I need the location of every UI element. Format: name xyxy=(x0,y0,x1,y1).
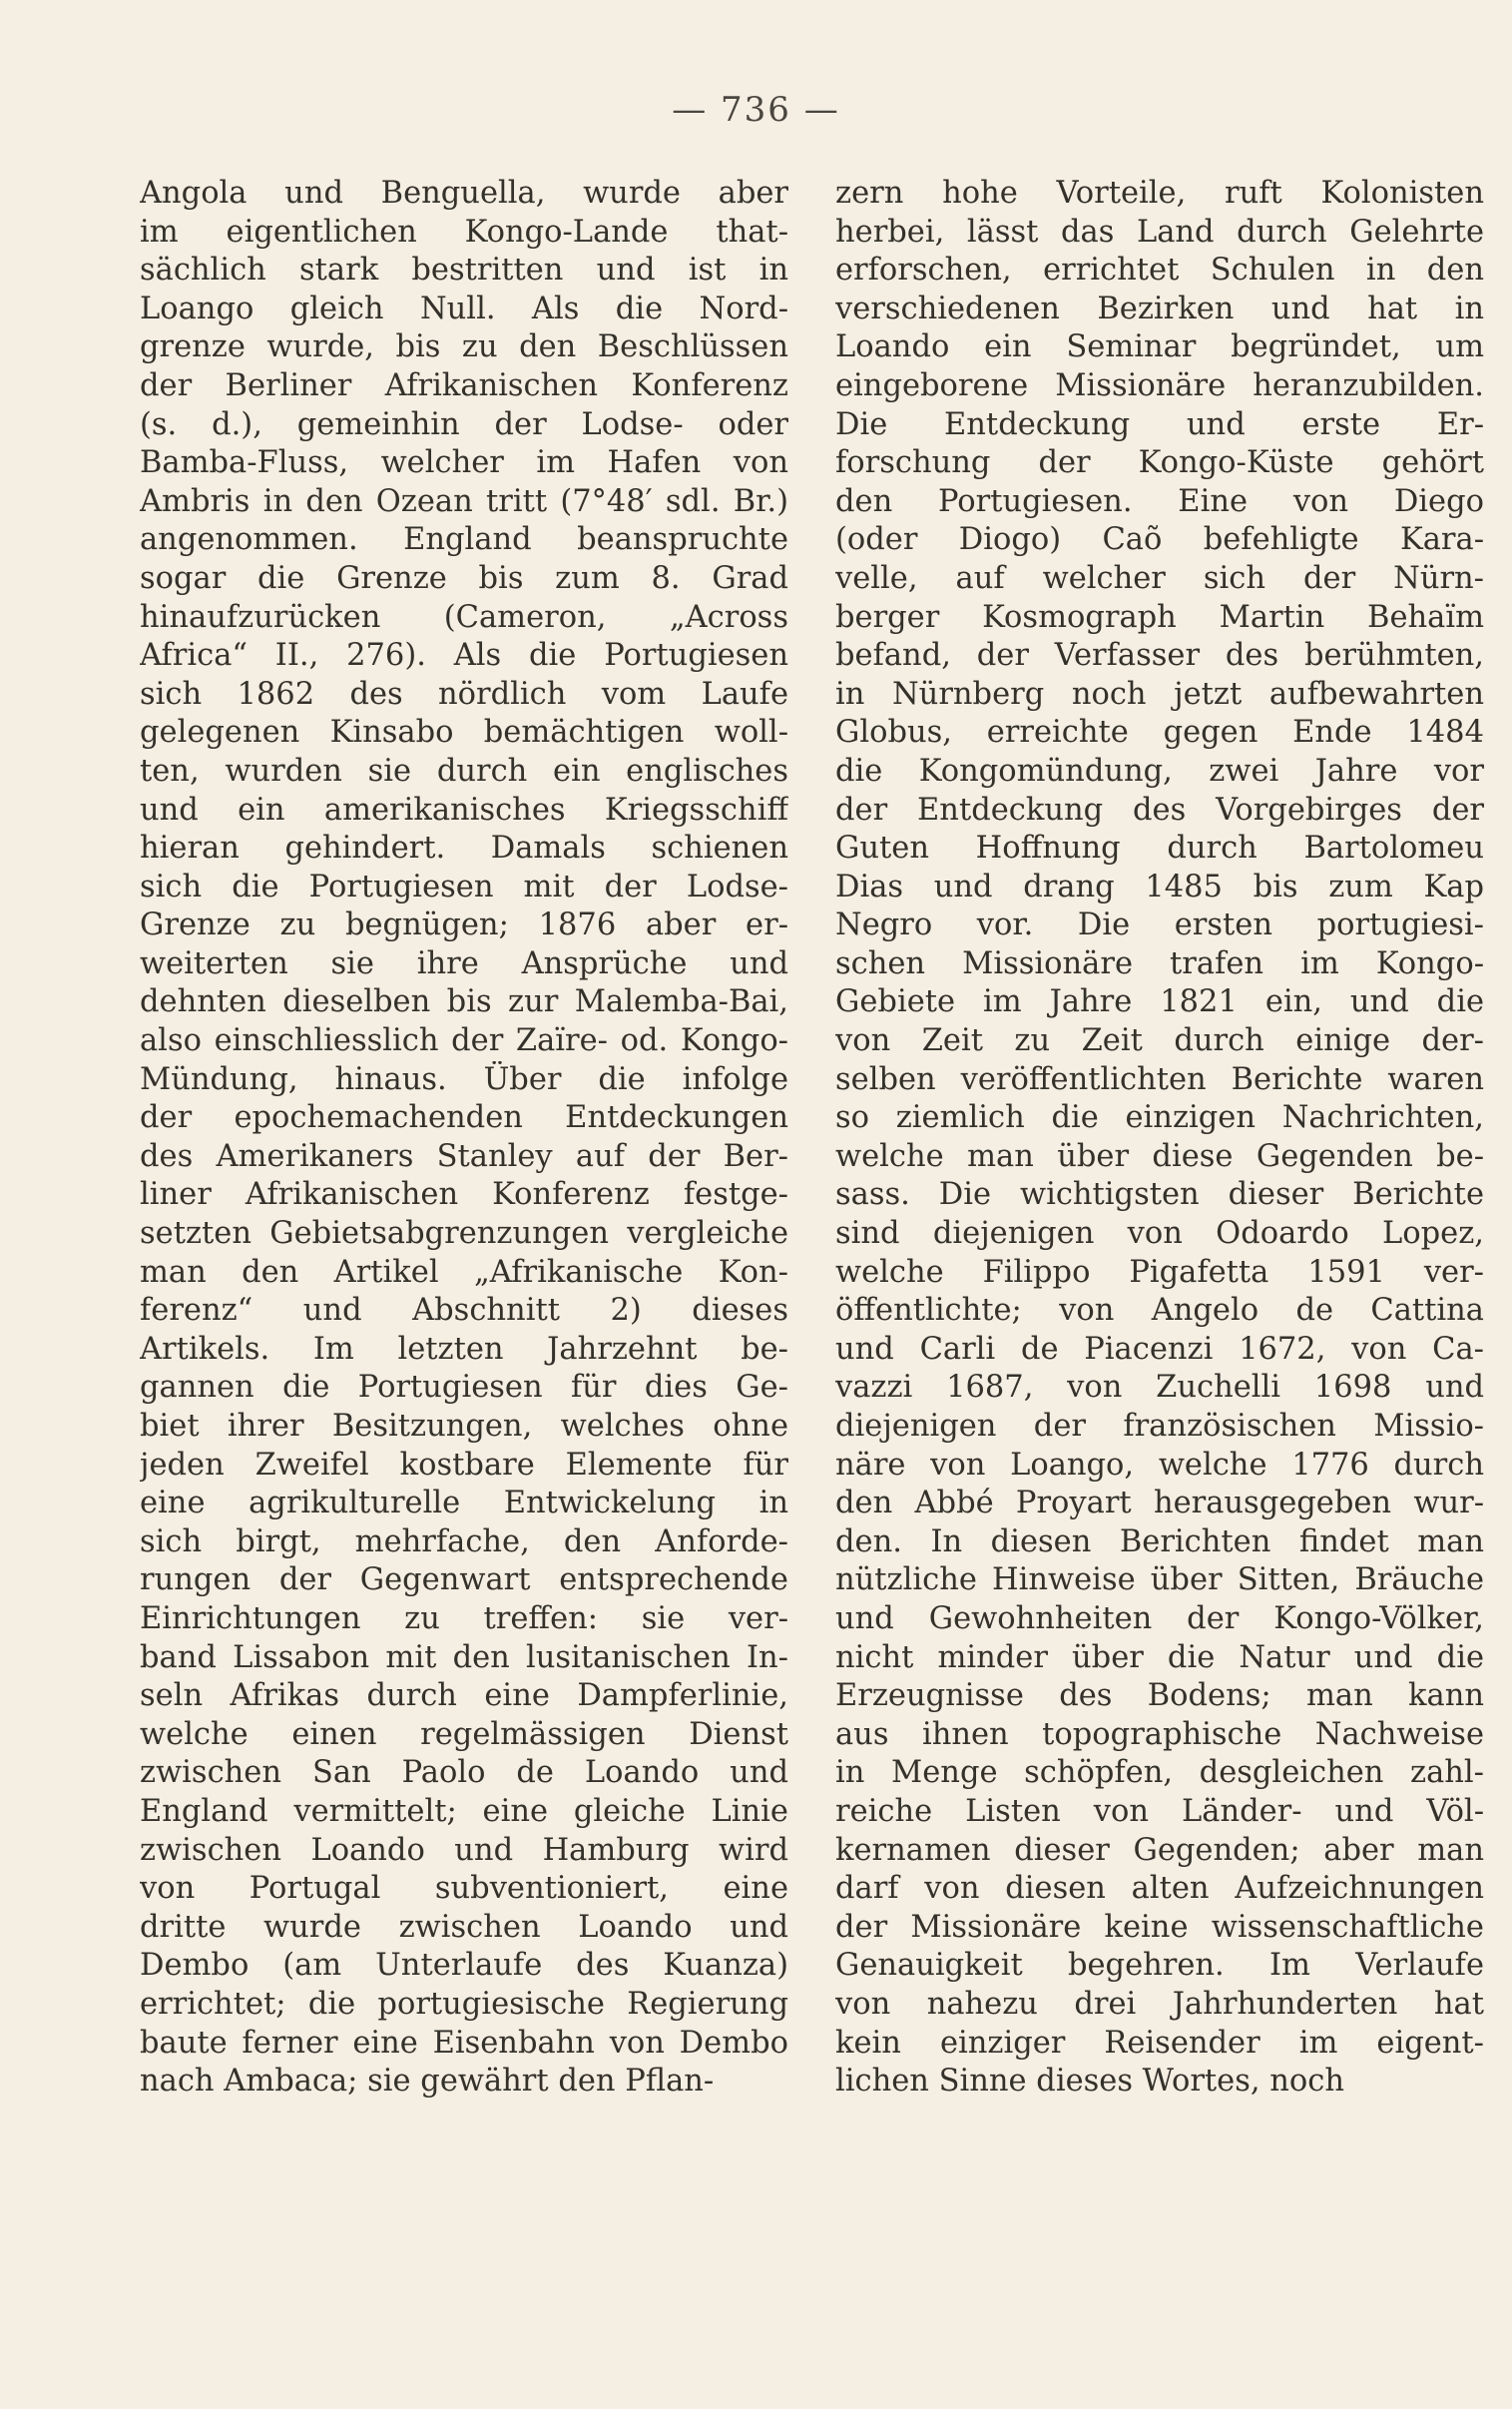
text-line: von nahezu drei Jahrhunderten hat xyxy=(835,1986,1484,2022)
text-line: berger Kosmograph Martin Behaïm xyxy=(835,599,1484,635)
text-line: aus ihnen topographische Nachweise xyxy=(835,1716,1484,1752)
text-line: von Portugal subventioniert, eine xyxy=(140,1871,788,1907)
text-line: Die Entdeckung und erste Er- xyxy=(835,406,1484,442)
text-line: vazzi 1687, von Zuchelli 1698 und xyxy=(835,1370,1484,1406)
page-number: — 736 — xyxy=(672,90,840,130)
text-line: hieran gehindert. Damals schienen xyxy=(140,831,788,867)
text-line: hinaufzurücken (Cameron, „Across xyxy=(140,599,788,635)
text-line: jeden Zweifel kostbare Elemente für xyxy=(140,1447,788,1483)
text-line: und Gewohnheiten der Kongo-Völker, xyxy=(835,1600,1484,1636)
text-line: welche einen regelmässigen Dienst xyxy=(140,1716,788,1752)
text-line: welche man über diese Gegenden be- xyxy=(835,1138,1484,1174)
text-line: sich birgt, mehrfache, den Anforde- xyxy=(140,1523,788,1559)
text-line: biet ihrer Besitzungen, welches ohne xyxy=(140,1409,788,1444)
text-line: weiterten sie ihre Ansprüche und xyxy=(140,945,788,981)
text-line: Bamba-Fluss, welcher im Hafen von xyxy=(140,445,788,481)
text-line: Loango gleich Null. Als die Nord- xyxy=(140,291,788,326)
text-line: der Entdeckung des Vorgebirges der xyxy=(835,792,1484,828)
text-line: in Nürnberg noch jetzt aufbewahrten xyxy=(835,676,1484,712)
text-line: errichtet; die portugiesische Regierung xyxy=(140,1986,788,2022)
text-line: der Berliner Afrikanischen Konferenz xyxy=(140,367,788,403)
left-text-column xyxy=(140,175,788,2102)
text-line: welche Filippo Pigafetta 1591 ver- xyxy=(835,1254,1484,1290)
text-line: sind diejenigen von Odoardo Lopez, xyxy=(835,1216,1484,1252)
text-line: öffentlichte; von Angelo de Cattina xyxy=(835,1293,1484,1329)
text-line: den Portugiesen. Eine von Diego xyxy=(835,483,1484,519)
text-line: Mündung, hinaus. Über die infolge xyxy=(140,1061,788,1097)
text-line: England vermittelt; eine gleiche Linie xyxy=(140,1793,788,1829)
text-line: erforschen, errichtet Schulen in den xyxy=(835,253,1484,289)
text-line: diejenigen der französischen Missio- xyxy=(835,1409,1484,1444)
text-line: zern hohe Vorteile, ruft Kolonisten xyxy=(835,176,1484,211)
text-line: die Kongomündung, zwei Jahre vor xyxy=(835,753,1484,789)
text-line: gannen die Portugiesen für dies Ge- xyxy=(140,1370,788,1406)
text-line: eine agrikulturelle Entwickelung in xyxy=(140,1486,788,1521)
text-line: baute ferner eine Eisenbahn von Dembo xyxy=(140,2025,788,2061)
text-line: Genauigkeit begehren. Im Verlaufe xyxy=(835,1948,1484,1984)
text-line: sogar die Grenze bis zum 8. Grad xyxy=(140,560,788,596)
text-line: angenommen. England beanspruchte xyxy=(140,522,788,558)
text-line: ferenz“ und Abschnitt 2) dieses xyxy=(140,1293,788,1329)
text-line: dritte wurde zwischen Loando und xyxy=(140,1909,788,1945)
text-line: dehnten dieselben bis zur Malemba-Bai, xyxy=(140,984,788,1020)
text-line: schen Missionäre trafen im Kongo- xyxy=(835,945,1484,981)
text-line: rungen der Gegenwart entsprechende xyxy=(140,1562,788,1598)
text-line: eingeborene Missionäre heranzubilden. xyxy=(835,367,1484,403)
text-line: nicht minder über die Natur und die xyxy=(835,1639,1484,1675)
text-line: von Zeit zu Zeit durch einige der- xyxy=(835,1023,1484,1059)
text-line: und Carli de Piacenzi 1672, von Ca- xyxy=(835,1331,1484,1367)
text-line: nach Ambaca; sie gewährt den Pflan- xyxy=(140,2064,715,2100)
text-line: setzten Gebietsabgrenzungen vergleiche xyxy=(140,1216,788,1252)
text-line: also einschliesslich der Zaïre- od. Kongo- xyxy=(140,1023,788,1059)
text-line: Artikels. Im letzten Jahrzehnt be- xyxy=(140,1331,788,1367)
text-line: Negro vor. Die ersten portugiesi- xyxy=(835,907,1484,943)
text-line: Einrichtungen zu treffen: sie ver- xyxy=(140,1600,788,1636)
text-line: kein einziger Reisender im eigent- xyxy=(835,2025,1484,2061)
text-line: selben veröffentlichten Berichte waren xyxy=(835,1061,1484,1097)
text-line: sass. Die wichtigsten dieser Berichte xyxy=(835,1177,1484,1213)
text-line: den Abbé Proyart herausgegeben wur- xyxy=(835,1486,1484,1521)
text-line: Angola und Benguella, wurde aber xyxy=(140,176,788,211)
text-line: näre von Loango, welche 1776 durch xyxy=(835,1447,1484,1483)
text-line: des Amerikaners Stanley auf der Ber- xyxy=(140,1138,788,1174)
text-line: velle, auf welcher sich der Nürn- xyxy=(835,560,1484,596)
text-line: man den Artikel „Afrikanische Kon- xyxy=(140,1254,788,1290)
text-line: kernamen dieser Gegenden; aber man xyxy=(835,1832,1484,1868)
text-line: verschiedenen Bezirken und hat in xyxy=(835,291,1484,326)
text-line: in Menge schöpfen, desgleichen zahl- xyxy=(835,1755,1484,1791)
text-line: Globus, erreichte gegen Ende 1484 xyxy=(835,715,1484,751)
text-line: befand, der Verfasser des berühmten, xyxy=(835,638,1484,674)
text-line: (s. d.), gemeinhin der Lodse- oder xyxy=(140,406,788,442)
text-line: sich 1862 des nördlich vom Laufe xyxy=(140,676,788,712)
text-line: und ein amerikanisches Kriegsschiff xyxy=(140,792,788,828)
text-line: herbei, lässt das Land durch Gelehrte xyxy=(835,214,1484,250)
text-line: seln Afrikas durch eine Dampferlinie, xyxy=(140,1678,788,1714)
text-line: der Missionäre keine wissenschaftliche xyxy=(835,1909,1484,1945)
text-line: gelegenen Kinsabo bemächtigen woll- xyxy=(140,715,788,751)
text-line: Africa“ II., 276). Als die Portugiesen xyxy=(140,638,788,674)
text-line: Guten Hoffnung durch Bartolomeu xyxy=(835,831,1484,867)
text-line: so ziemlich die einzigen Nachrichten, xyxy=(835,1100,1484,1136)
text-line: Ambris in den Ozean tritt (7°48′ sdl. Br.) xyxy=(140,483,788,519)
text-line: darf von diesen alten Aufzeichnungen xyxy=(835,1871,1484,1907)
text-line: ten, wurden sie durch ein englisches xyxy=(140,753,788,789)
text-line: Dembo (am Unterlaufe des Kuanza) xyxy=(140,1948,788,1984)
text-line: Dias und drang 1485 bis zum Kap xyxy=(835,869,1484,904)
text-line: zwischen Loando und Hamburg wird xyxy=(140,1832,788,1868)
text-line: Loando ein Seminar begründet, um xyxy=(835,329,1484,365)
text-line: grenze wurde, bis zu den Beschlüssen xyxy=(140,329,788,365)
text-line: Gebiete im Jahre 1821 ein, und die xyxy=(835,984,1484,1020)
text-line: forschung der Kongo-Küste gehört xyxy=(835,445,1484,481)
text-line: Erzeugnisse des Bodens; man kann xyxy=(835,1678,1484,1714)
text-line: im eigentlichen Kongo-Lande that- xyxy=(140,214,788,250)
text-line: der epochemachenden Entdeckungen xyxy=(140,1100,788,1136)
text-line: band Lissabon mit den lusitanischen In- xyxy=(140,1639,788,1675)
text-line: liner Afrikanischen Konferenz festge- xyxy=(140,1177,788,1213)
text-line: sich die Portugiesen mit der Lodse- xyxy=(140,869,788,904)
text-line: den. In diesen Berichten findet man xyxy=(835,1523,1484,1559)
text-line: lichen Sinne dieses Wortes, noch xyxy=(835,2064,1344,2100)
text-line: reiche Listen von Länder- und Völ- xyxy=(835,1793,1484,1829)
text-line: sächlich stark bestritten und ist in xyxy=(140,253,788,289)
text-line: zwischen San Paolo de Loando und xyxy=(140,1755,788,1791)
right-text-column xyxy=(835,175,1484,2102)
text-line: (oder Diogo) Caõ befehligte Kara- xyxy=(835,522,1484,558)
text-line: nützliche Hinweise über Sitten, Bräuche xyxy=(835,1562,1484,1598)
text-line: Grenze zu begnügen; 1876 aber er- xyxy=(140,907,788,943)
